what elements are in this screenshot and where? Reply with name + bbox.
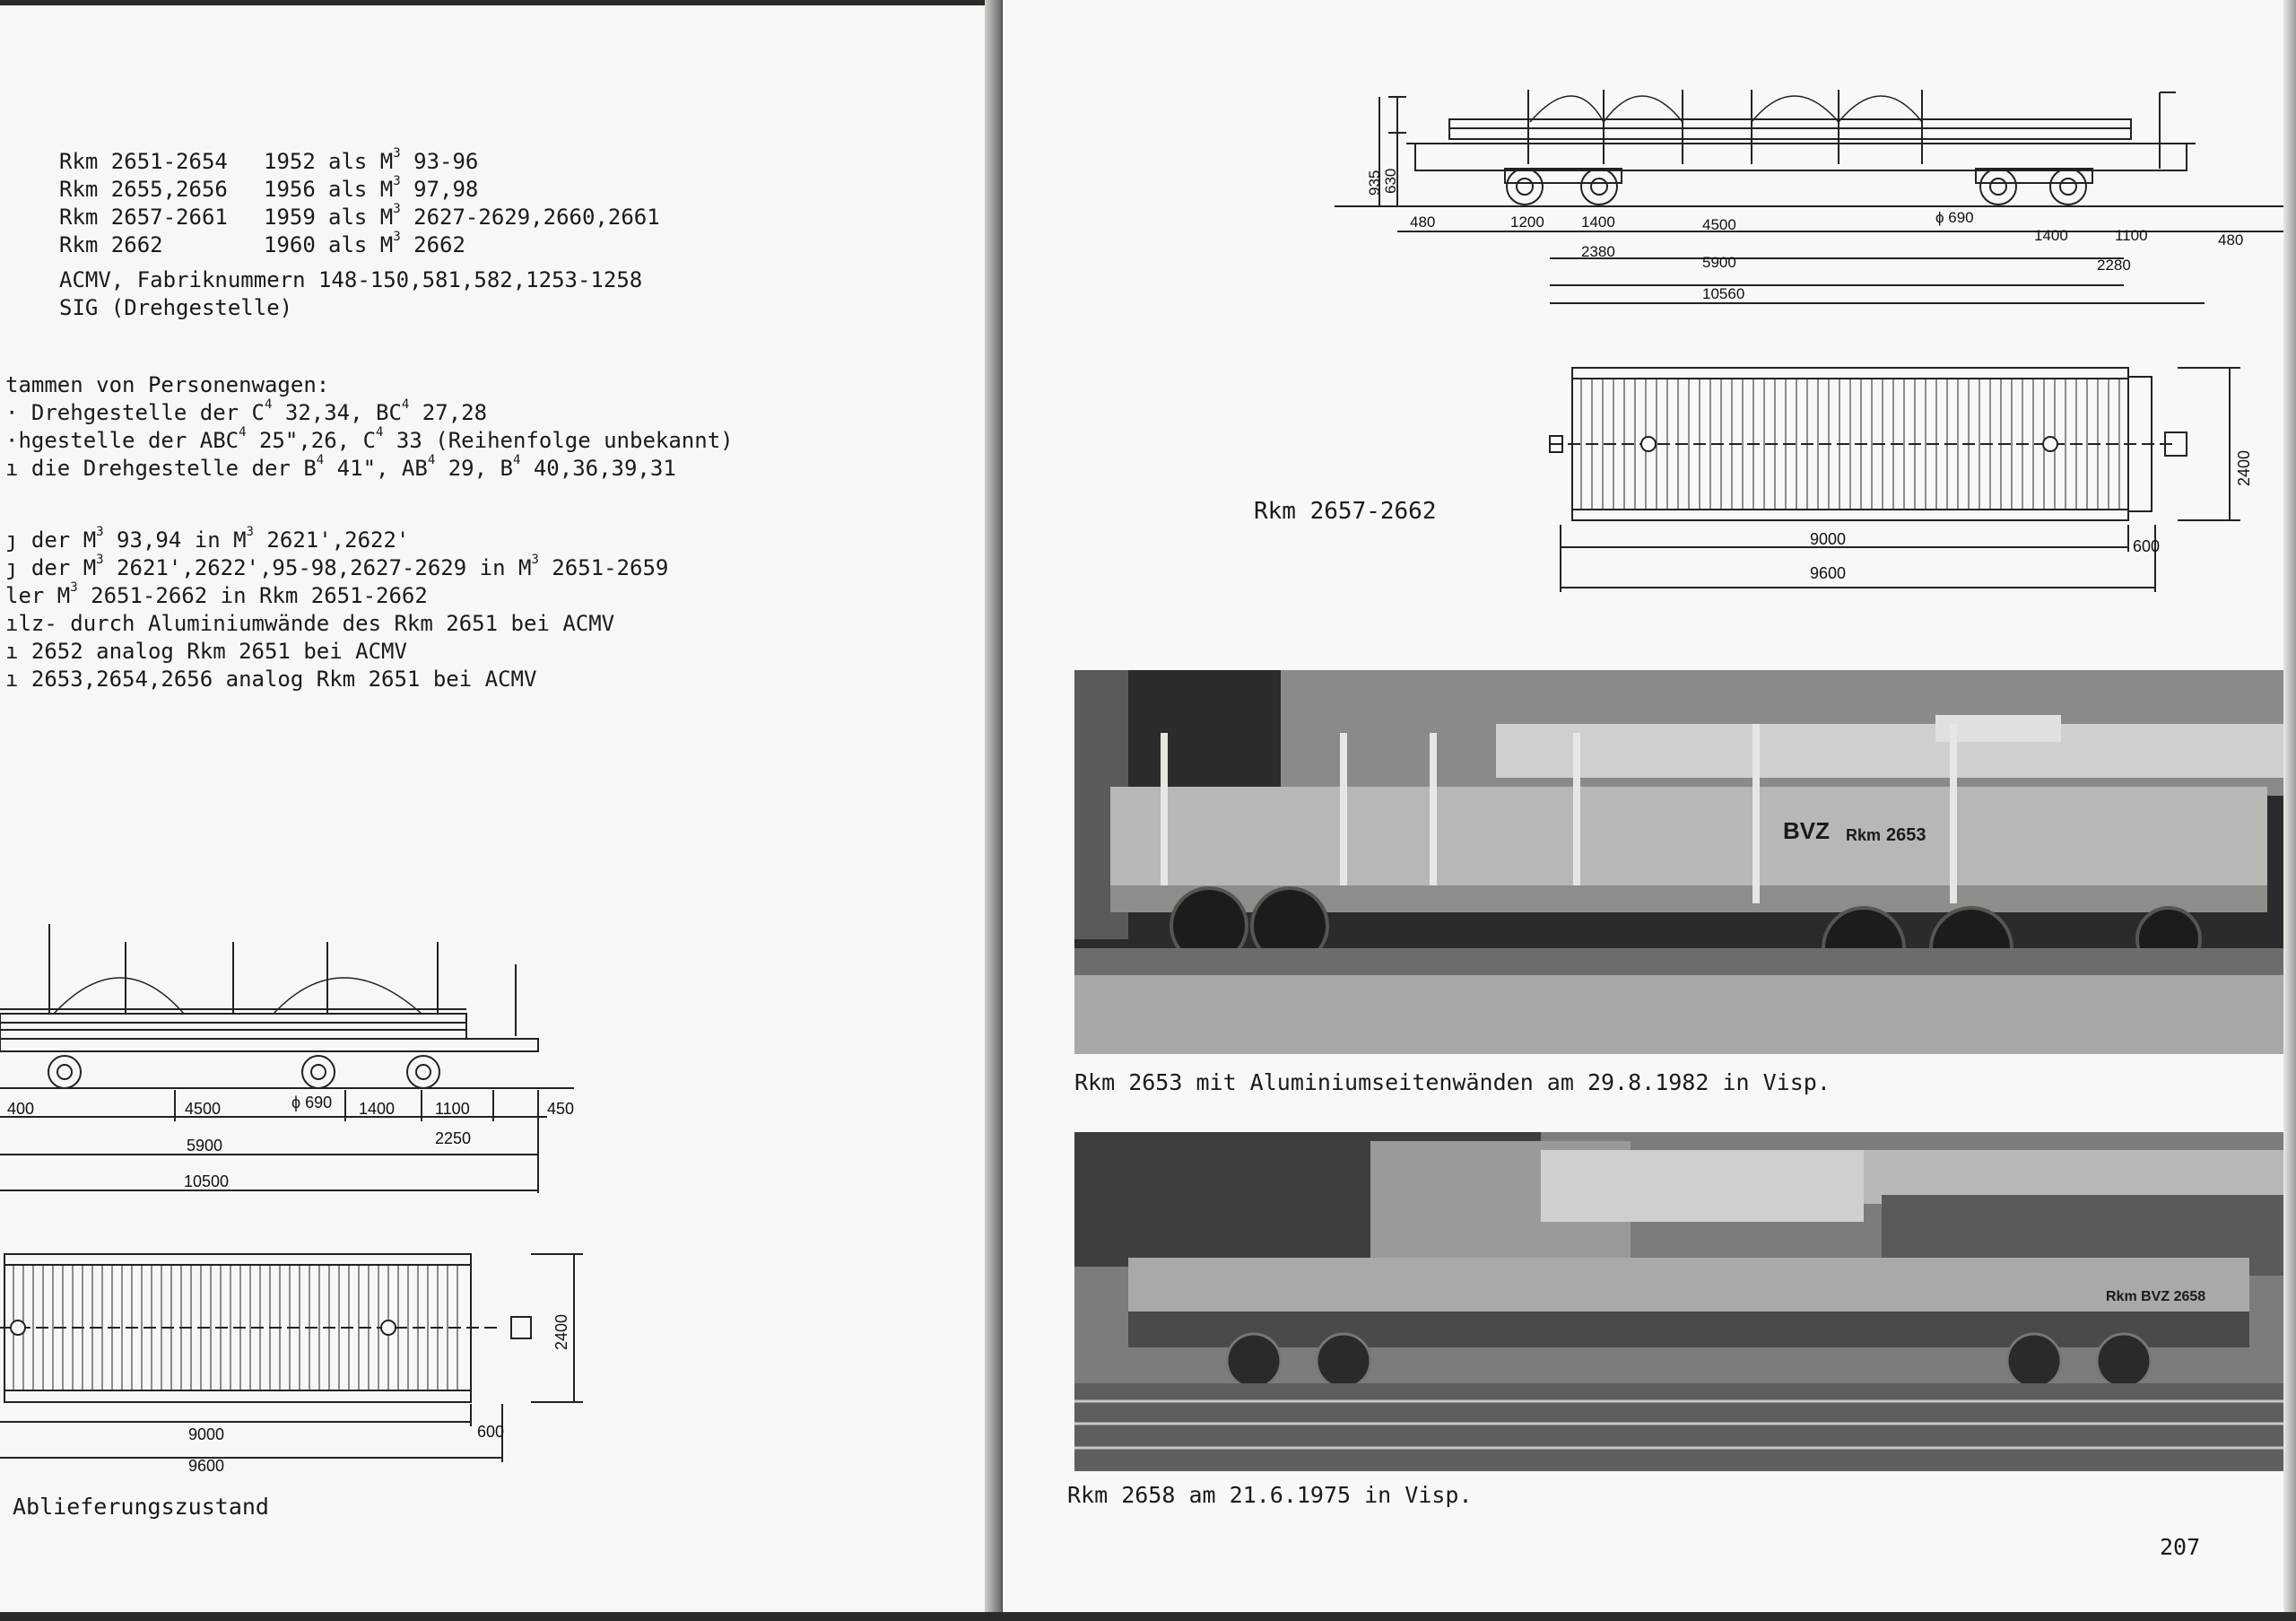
page-number: 207	[2160, 1534, 2201, 1560]
dim-480-right: 480	[2218, 231, 2244, 248]
car-range: Rkm 2655,2656	[59, 177, 228, 202]
dim-1100: 1100	[435, 1100, 470, 1118]
dim-10560: 10560	[1702, 285, 1745, 302]
sig-line: SIG (Drehgestelle)	[59, 295, 293, 320]
dim-4500-right: 4500	[1702, 216, 1736, 233]
conversion: als $M^3$ 2627-2629,2660,2661	[328, 202, 660, 230]
history-line: ı 2653,2654,2656 analog Rkm 2651 bei ACMV	[5, 667, 537, 692]
history-line: ler $M^3$ 2651-2662 in Rkm 2651-2662	[5, 580, 428, 608]
dim-1400-right: 1400	[2034, 227, 2068, 244]
dim-5900: 5900	[187, 1137, 223, 1155]
car-range: Rkm 2662	[59, 232, 163, 257]
right-plan-dim-600: 600	[2133, 537, 2161, 555]
delivery-caption: Ablieferungszustand	[13, 1494, 269, 1520]
plan-label: Rkm 2657-2662	[1254, 498, 1437, 525]
page-right-edge	[2283, 0, 2296, 1621]
dim-1400: 1400	[359, 1100, 396, 1118]
maker-line: ACMV, Fabriknummern 148-150,581,582,1253-1258	[59, 267, 643, 292]
photo-marking-rkm: Rkm	[1846, 826, 1882, 844]
dim-2280: 2280	[2097, 257, 2131, 274]
right-plan-view-drawing	[1424, 359, 2285, 601]
plan-dim-2400: 2400	[552, 1313, 570, 1350]
left-plan-view-drawing	[0, 1238, 610, 1480]
conversion: als $M^3$ 2662	[328, 230, 465, 257]
photo-marking-number: 2653	[1886, 825, 1926, 845]
table-row	[59, 146, 479, 174]
history-line: ȷ der $M^3$ 2621',2622',95-98,2627-2629 in $M^3$ 2651-2659	[5, 553, 669, 580]
page-bottom-edge	[0, 1612, 2296, 1621]
table-row	[59, 202, 660, 230]
plan-dim-9000: 9000	[188, 1425, 225, 1443]
year: 1952	[264, 149, 316, 174]
photo-rkm-2658	[1074, 1132, 2296, 1471]
dim-wheel-right: ϕ 690	[1935, 209, 1974, 226]
table-row	[59, 232, 465, 257]
photo1-caption: Rkm 2653 mit Aluminiumseitenwänden am 29.8.1982 in Visp.	[1074, 1069, 1831, 1095]
dim-630: 630	[1382, 168, 1399, 194]
photo-marking-bvz: BVZ	[1783, 817, 1830, 844]
photo2-marking: Rkm BVZ 2658	[2106, 1289, 2206, 1304]
plan-dim-600: 600	[477, 1423, 505, 1441]
dim-1100-right: 1100	[2115, 227, 2148, 244]
history-line: ı 2652 analog Rkm 2651 bei ACMV	[5, 639, 407, 664]
year: 1956	[264, 177, 316, 202]
dim-2380: 2380	[1581, 243, 1615, 260]
page-top-edge	[0, 0, 985, 5]
right-plan-dim-2400: 2400	[2235, 449, 2253, 486]
right-side-elevation-drawing	[1335, 79, 2296, 321]
left-page	[0, 0, 1003, 1621]
dim-wheel: ϕ 690	[291, 1094, 333, 1111]
right-page	[1003, 0, 2296, 1621]
dim-2250: 2250	[435, 1129, 472, 1147]
photo2-caption: Rkm 2658 am 21.6.1975 in Visp.	[1067, 1482, 1473, 1508]
history-line: ılz- durch Aluminiumwände des Rkm 2651 bei ACMV	[5, 611, 615, 636]
dim-400: 400	[7, 1100, 35, 1118]
right-plan-dim-9000: 9000	[1810, 530, 1847, 548]
origin-line: ·hgestelle der ABC$^4$ 25",26, $C^4$ 33 (Reihenfolge unbekannt)	[5, 425, 734, 453]
dim-4500: 4500	[185, 1100, 222, 1118]
photo-rkm-2653	[1074, 670, 2296, 1054]
dim-10500: 10500	[184, 1172, 230, 1190]
left-side-elevation-drawing	[0, 924, 592, 1211]
year: 1959	[264, 205, 316, 230]
car-range: Rkm 2657-2661	[59, 205, 228, 230]
dim-1200: 1200	[1510, 214, 1544, 231]
history-line: ȷ der $M^3$ 93,94 in $M^3$ 2621',2622'	[5, 525, 410, 553]
origin-line: tammen von Personenwagen:	[5, 372, 330, 397]
plan-dim-9600: 9600	[188, 1457, 225, 1475]
conversion: als $M^3$ 97,98	[328, 174, 479, 202]
dim-450: 450	[547, 1100, 575, 1118]
origin-line: · Drehgestelle der $C^4$ 32,34, $BC^4$ 27,28	[5, 397, 488, 425]
dim-935: 935	[1366, 170, 1383, 196]
right-plan-dim-9600: 9600	[1810, 564, 1847, 582]
conversion: als $M^3$ 93-96	[328, 146, 479, 174]
year: 1960	[264, 232, 316, 257]
dim-5900-right: 5900	[1702, 254, 1736, 271]
dim-1400-left: 1400	[1581, 214, 1615, 231]
dim-480-left: 480	[1410, 214, 1436, 231]
table-row	[59, 174, 479, 202]
origin-line: ı die Drehgestelle der $B^4$ 41", $AB^4$ 29, $B^4$ 40,36,39,31	[5, 453, 676, 481]
car-range: Rkm 2651-2654	[59, 149, 228, 174]
